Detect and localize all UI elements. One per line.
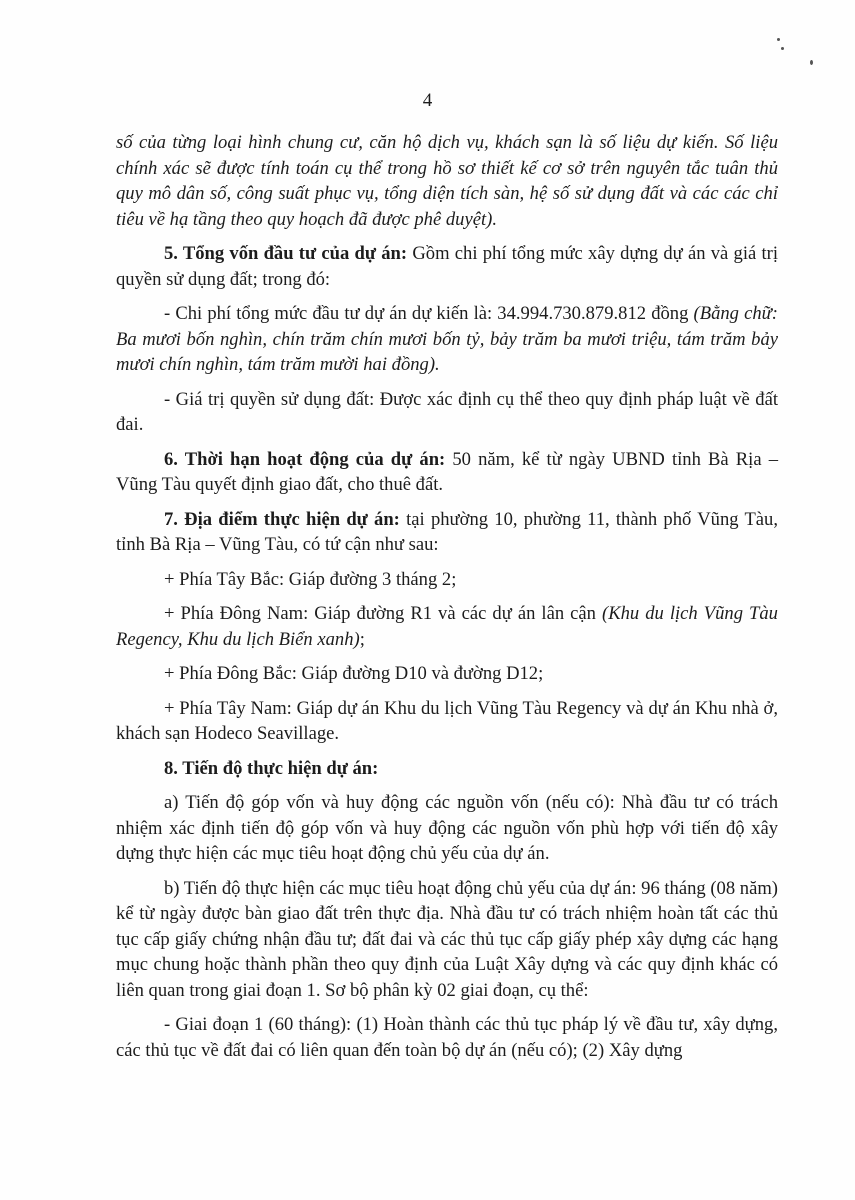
section-8-heading: 8. Tiến độ thực hiện dự án:	[164, 757, 379, 779]
scan-speck	[777, 38, 780, 41]
investment-cost-in-words: (Bằng chữ: Ba mươi bốn nghìn, chín trăm chín mươi bốn tỷ, bảy trăm ba mươi triệu, tám trăm bảy mươi chín nghìn, tám trăm mười hai đồng).	[116, 303, 778, 375]
boundary-southeast-text: + Phía Đông Nam: Giáp đường R1 và các dự án lân cận	[164, 603, 602, 624]
section-7-heading: 7. Địa điểm thực hiện dự án:	[164, 508, 400, 530]
section-6-heading: 6. Thời hạn hoạt động của dự án:	[164, 448, 446, 470]
continuation-paragraph: số của từng loại hình chung cư, căn hộ dịch vụ, khách sạn là số liệu dự kiến. Số liệu chính xác sẽ được tính toán cụ thể trong hồ sơ thiết kế cơ sở trên nguyên tắc tuân thủ quy mô dân số, công suất phục vụ, tổng diện tích sàn, hệ số sử dụng đất và các các chỉ tiêu về hạ tầng theo quy hoạch đã được phê duyệt).	[116, 132, 778, 230]
section-5-text: Gồm chi phí tổng mức xây dựng dự án và giá trị quyền sử dụng đất; trong đó:	[116, 243, 779, 290]
document-body	[116, 130, 778, 1072]
section-8-phase-1: - Giai đoạn 1 (60 tháng): (1) Hoàn thành các thủ tục pháp lý về đầu tư, xây dựng, các thủ tục về đất đai có liên quan đến toàn bộ dự án (nếu có); (2) Xây dựng	[116, 1014, 778, 1061]
boundary-northwest: + Phía Tây Bắc: Giáp đường 3 tháng 2;	[164, 568, 457, 590]
section-5-intro	[116, 241, 778, 292]
scan-speck	[781, 47, 784, 50]
section-5-item-land-value: - Giá trị quyền sử dụng đất: Được xác định cụ thể theo quy định pháp luật về đất đai.	[116, 388, 778, 435]
section-8-para-a: a) Tiến độ góp vốn và huy động các nguồn vốn (nếu có): Nhà đầu tư có trách nhiệm xác định tiến độ góp vốn và huy động các nguồn vốn phù hợp với tiến độ xây dựng thực hiện các mục tiêu hoạt động chủ yếu của dự án.	[116, 792, 778, 864]
section-7-text: tại phường 10, phường 11, thành phố Vũng Tàu, tỉnh Bà Rịa – Vũng Tàu, có tứ cận như sau:	[116, 508, 778, 555]
section-5-item-investment	[116, 301, 778, 378]
boundary-southeast	[116, 601, 778, 652]
section-6-text: 50 năm, kể từ ngày UBND tỉnh Bà Rịa – Vũng Tàu quyết định giao đất, cho thuê đất.	[116, 448, 779, 495]
page-number: 4	[422, 90, 433, 111]
boundary-southeast-neighbors: (Khu du lịch Vũng Tàu Regency, Khu du lịch Biển xanh)	[116, 603, 778, 650]
investment-cost-text: - Chi phí tổng mức đầu tư dự án dự kiến là: 34.994.730.879.812 đồng	[164, 303, 694, 324]
boundary-southwest: + Phía Tây Nam: Giáp dự án Khu du lịch Vũng Tàu Regency và dự án Khu nhà ở, khách sạn Hodeco Seavillage.	[116, 697, 778, 744]
section-8	[116, 756, 778, 782]
scan-speck	[810, 60, 813, 65]
boundary-northeast: + Phía Đông Bắc: Giáp đường D10 và đường D12;	[164, 663, 544, 684]
boundary-southeast-end: ;	[359, 628, 365, 650]
section-7	[116, 507, 778, 558]
section-5-heading: 5. Tổng vốn đầu tư của dự án:	[164, 243, 408, 264]
section-6	[116, 447, 778, 498]
section-8-para-b: b) Tiến độ thực hiện các mục tiêu hoạt động chủ yếu của dự án: 96 tháng (08 năm) kể từ ngày được bàn giao đất trên thực địa. Nhà đầu tư có trách nhiệm hoàn tất các thủ tục cấp giấy chứng nhận đầu tư; đất đai và các thủ tục cấp giấy phép xây dựng các hạng mục chung hoặc thành phần theo quy định của Luật Xây dựng và các quy định khác có liên quan trong giai đoạn 1. Sơ bộ phân kỳ 02 giai đoạn, cụ thể:	[116, 877, 778, 1001]
